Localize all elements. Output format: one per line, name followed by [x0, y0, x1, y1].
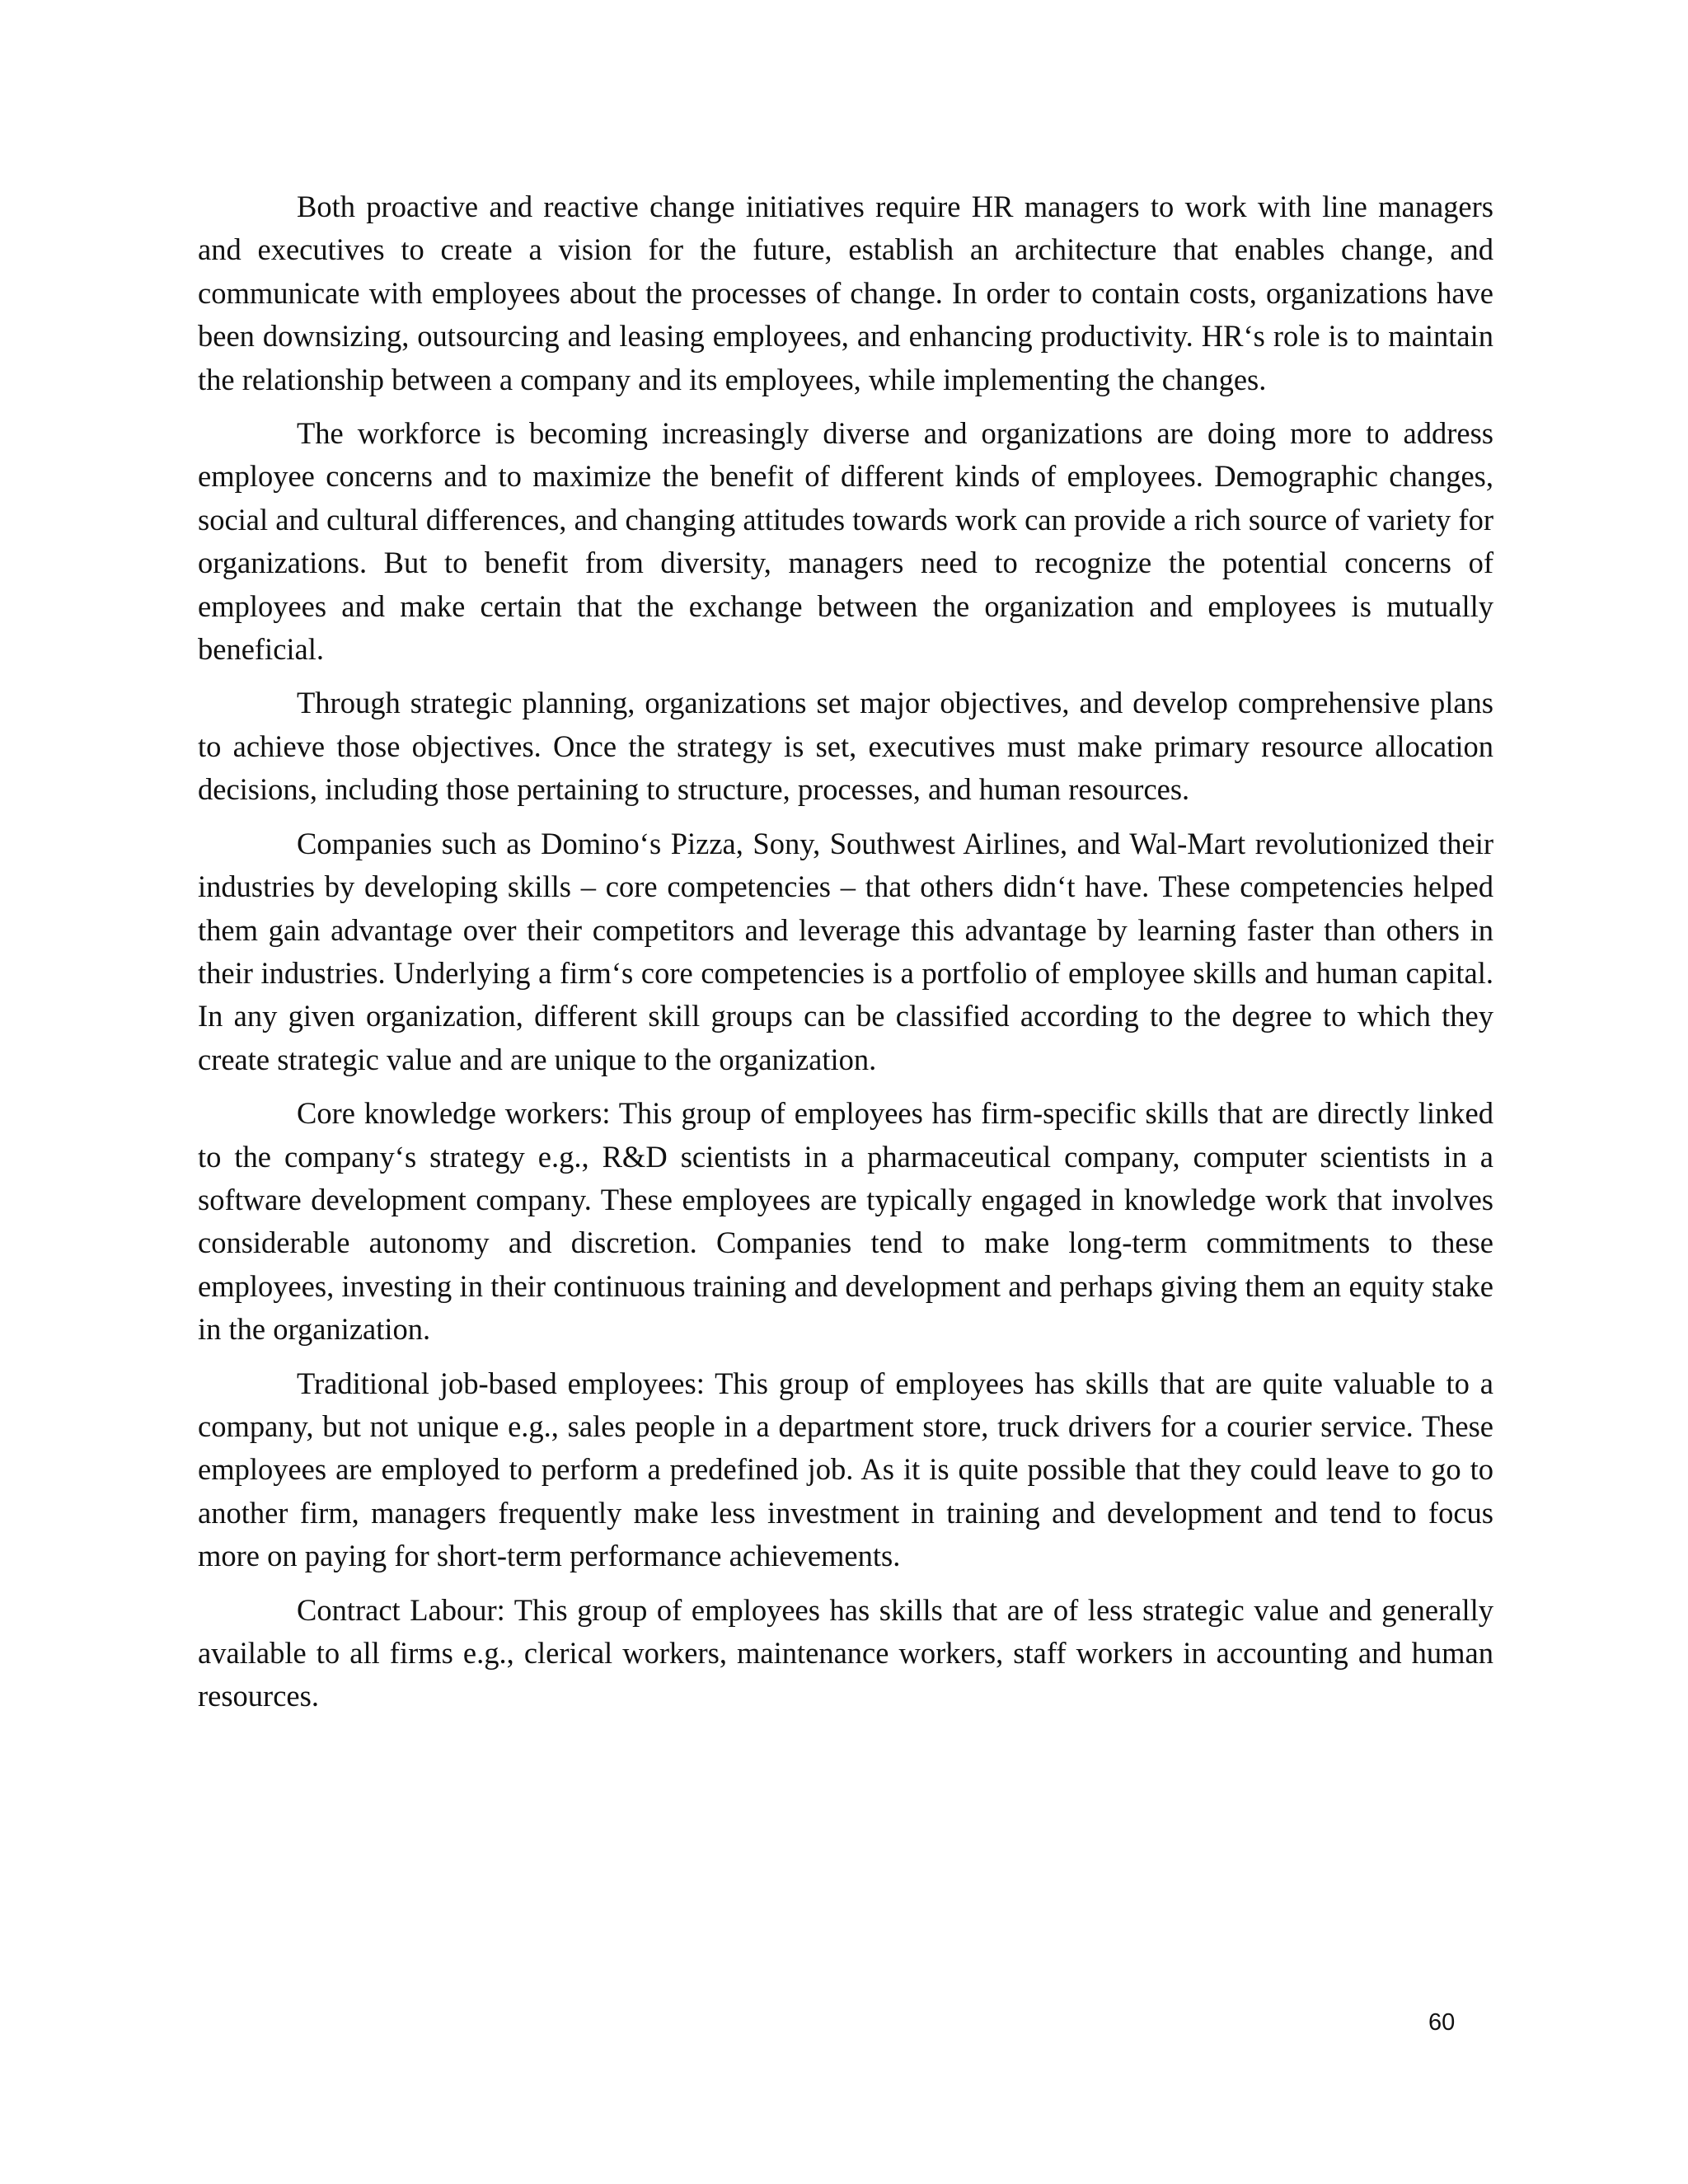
paragraph-contract-labour: Contract Labour: This group of employees has skills that are of less strategic value and generally available to all firms e.g., clerical workers, maintenance workers, staff workers in accounting and human resources. [198, 1592, 1493, 1713]
paragraph-core-knowledge-workers: Core knowledge workers: This group of employees has firm-specific skills that are directly linked to the company‘s strategy e.g., R&D scientists in a pharmaceutical company, computer scientists in a software development company. These employees are typically engaged in knowledge work that involves considerable autonomy and discretion. Companies tend to make long-term commitments to these employees, investing in their continuous training and development and perhaps giving them an equity stake in the organization. [198, 1096, 1493, 1347]
paragraph-workforce-diversity: The workforce is becoming increasingly diverse and organizations are doing more to address employee concerns and to maximize the benefit of different kinds of employees. Demographic changes, social and cultural differences, and changing attitudes towards work can provide a rich source of variety for organizations. But to benefit from diversity, managers need to recognize the potential concerns of employees and make certain that the exchange between the organization and employees is mutually beneficial. [198, 416, 1493, 667]
paragraph-traditional-job-based-employees: Traditional job-based employees: This group of employees has skills that are quite valuable to a company, but not unique e.g., sales people in a department store, truck drivers for a courier service. These employees are employed to perform a predefined job. As it is quite possible that they could leave to go to another firm, managers frequently make less investment in training and development and tend to focus more on paying for short-term performance achievements. [198, 1366, 1493, 1573]
page-number: 60 [1428, 2009, 1456, 2036]
paragraph-change-initiatives: Both proactive and reactive change initiatives require HR managers to work with line managers and executives to create a vision for the future, establish an architecture that enables change, and communicate with employees about the processes of change. In order to contain costs, organizations have been downsizing, outsourcing and leasing employees, and enhancing productivity. HR‘s role is to maintain the relationship between a company and its employees, while implementing the changes. [198, 190, 1493, 396]
paragraph-strategic-planning: Through strategic planning, organizations set major objectives, and develop comprehensive plans to achieve those objectives. Once the strategy is set, executives must make primary resource allocation decisions, including those pertaining to structure, processes, and human resources. [198, 686, 1493, 807]
paragraph-core-competencies: Companies such as Domino‘s Pizza, Sony, Southwest Airlines, and Wal-Mart revolutionized their industries by developing skills – core competencies – that others didn‘t have. These competencies helped them gain advantage over their competitors and leverage this advantage by learning faster than others in their industries. Underlying a firm‘s core competencies is a portfolio of employee skills and human capital. In any given organization, different skill groups can be classified according to the degree to which they create strategic value and are unique to the organization. [198, 826, 1493, 1076]
page-body [198, 185, 1493, 1729]
